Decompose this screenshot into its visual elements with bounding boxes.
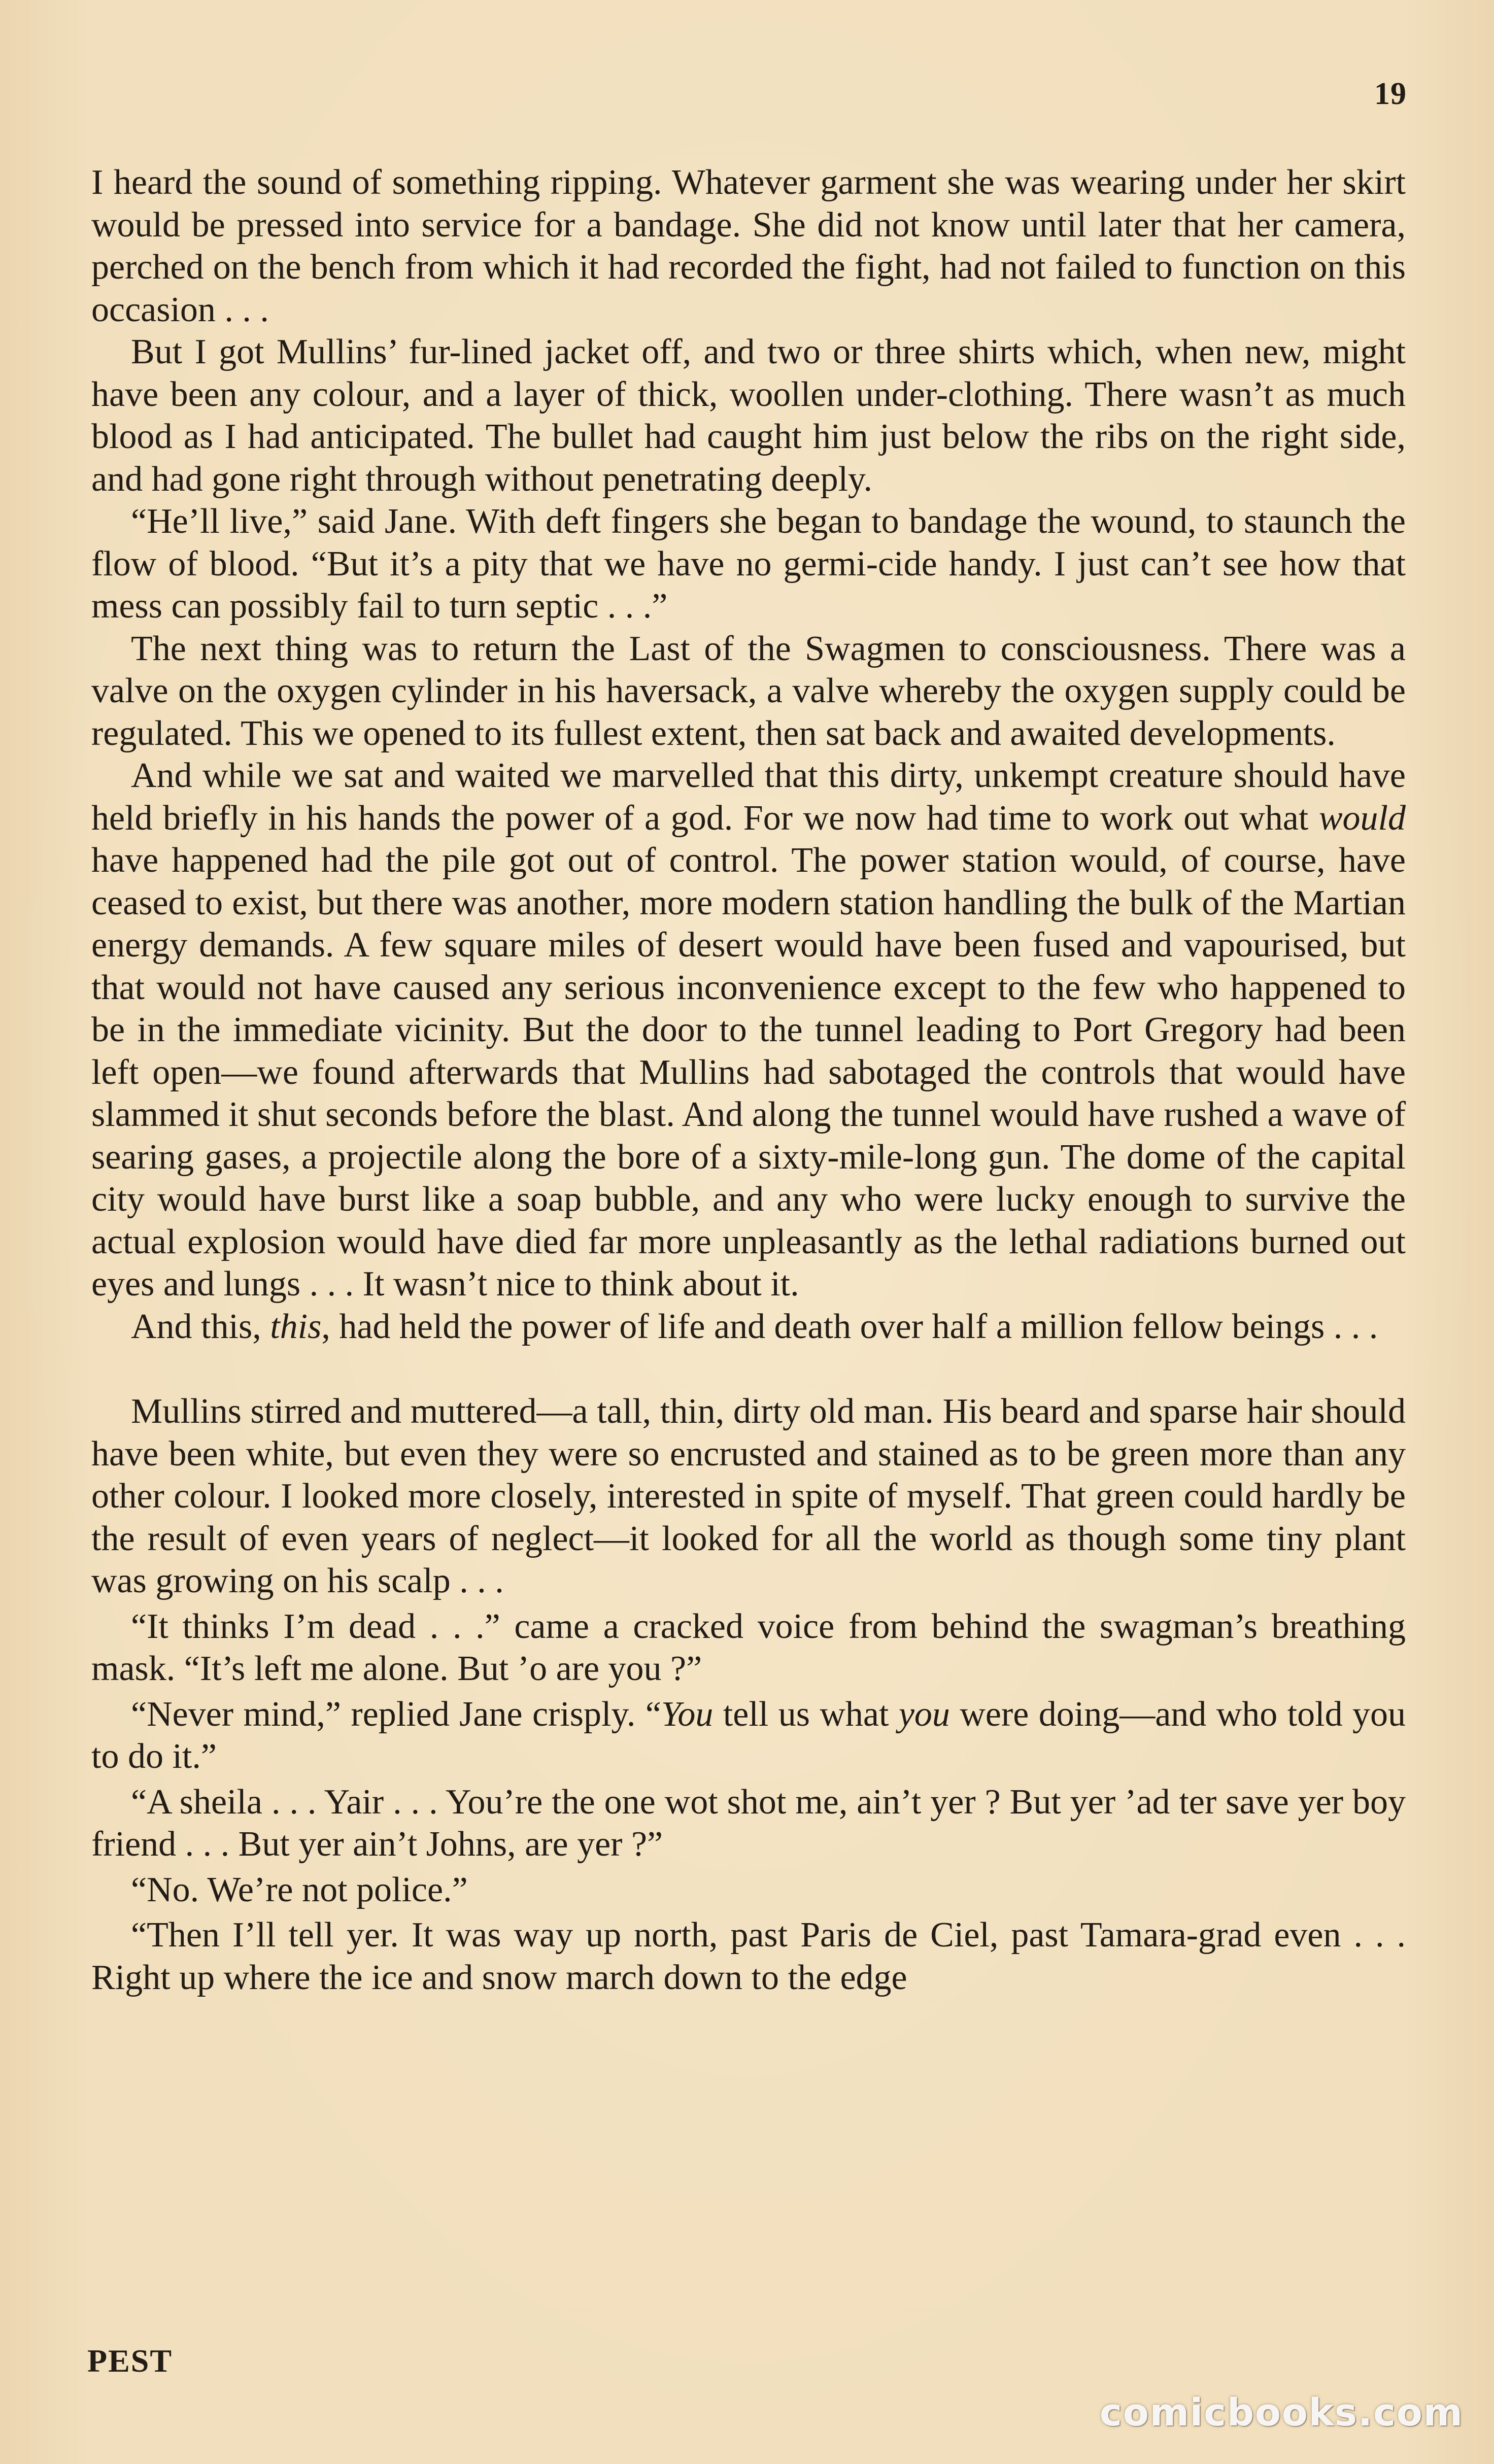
paragraph-6: And this, this, had held the power of life and death over half a million fellow beings . . .	[131, 1307, 1378, 1346]
page-number: 19	[1374, 77, 1407, 111]
paragraph-7: Mullins stirred and muttered—a tall, thin, dirty old man. His beard and sparse hair should have been white, but even they were so encrusted and stained as to be green more than any other colour. I looked more closely, interested in spite of myself. That green could hardly be the result of even years of neglect—it looked for all the world as though some tiny plant was growing on his scalp . . .	[91, 1392, 1406, 1600]
watermark: comicbooks.com	[1100, 2391, 1464, 2435]
paragraph-3: “He’ll live,” said Jane. With deft fingers she began to bandage the wound, to staunch the flow of blood. “But it’s a pity that we have no germi-cide handy. I just can’t see how that mess can possibly fail to turn septic . . .”	[91, 502, 1406, 626]
section-break	[91, 1348, 1406, 1390]
body-text	[91, 161, 1406, 1999]
paragraph-12: “Then I’ll tell yer. It was way up north, past Paris de Ciel, past Tamara-grad even . . . Right up where the ice and snow march down to the edge	[91, 1915, 1406, 1997]
paragraph-10: “A sheila . . . Yair . . . You’re the one wot shot me, ain’t yer ? But yer ’ad ter save yer boy friend . . . But yer ain’t Johns, are yer ?”	[91, 1782, 1406, 1864]
footer-label: PEST	[87, 2343, 173, 2379]
paragraph-11: “No. We’re not police.”	[131, 1870, 468, 1909]
paragraph-4: The next thing was to return the Last of the Swagmen to consciousness. There was a valve on the oxygen cylinder in his haversack, a valve whereby the oxygen supply could be regulated. This we opened to its fullest extent, then sat back and awaited developments.	[91, 629, 1406, 753]
paragraph-5: And while we sat and waited we marvelled that this dirty, unkempt creature should have held briefly in his hands the power of a god. For we now had time to work out what would have happened had the pile got out of control. The power station would, of course, have ceased to exist, but there was another, more modern station handling the bulk of the Martian energy demands. A few square miles of desert would have been fused and vapourised, but that would not have caused any serious inconvenience except to the few who happened to be in the immediate vicinity. But the door to the tunnel leading to Port Gregory had been left open—we found afterwards that Mullins had sabotaged the controls that would have slammed it shut seconds before the blast. And along the tunnel would have rushed a wave of searing gases, a projectile along the bore of a sixty-mile-long gun. The dome of the capital city would have burst like a soap bubble, and any who were lucky enough to survive the actual explosion would have died far more unpleasantly as the lethal radiations burned out eyes and lungs . . . It wasn’t nice to think about it.	[91, 756, 1406, 1304]
paragraph-1: I heard the sound of something ripping. Whatever garment she was wearing under her skirt would be pressed into service for a bandage. She did not know until later that her camera, perched on the bench from which it had recorded the fight, had not failed to function on this occasion . . .	[91, 163, 1406, 329]
paragraph-9: “Never mind,” replied Jane crisply. “You tell us what you were doing—and who told you to do it.”	[91, 1694, 1406, 1776]
paragraph-8: “It thinks I’m dead . . .” came a cracked voice from behind the swagman’s breathing mask. “It’s left me alone. But ’o are you ?”	[91, 1606, 1406, 1688]
paragraph-2: But I got Mullins’ fur-lined jacket off, and two or three shirts which, when new, might have been any colour, and a layer of thick, woollen under-clothing. There wasn’t as much blood as I had anticipated. The bullet had caught him just below the ribs on the right side, and had gone right through without penetrating deeply.	[91, 332, 1406, 499]
